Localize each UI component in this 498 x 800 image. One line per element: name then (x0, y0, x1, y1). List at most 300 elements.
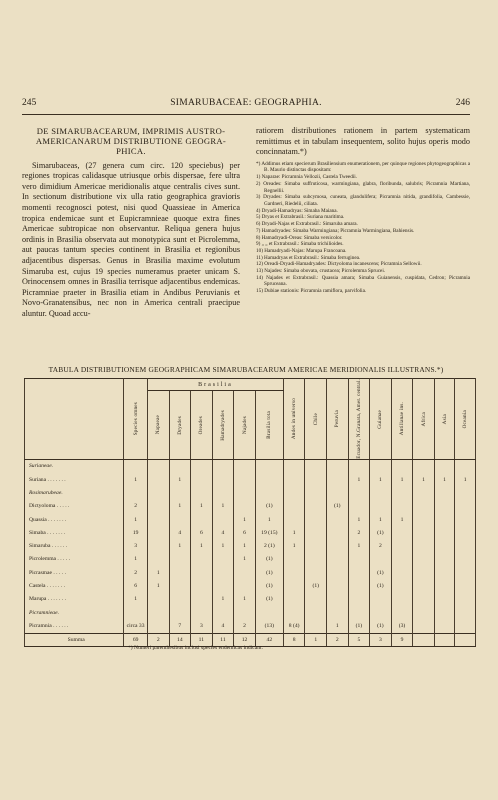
table-cell: 1 (455, 473, 476, 486)
summa-cell: 2 (147, 633, 169, 646)
table-cell (413, 593, 435, 606)
table-cell: 1 (234, 513, 256, 526)
table-cell: 1 (434, 473, 454, 486)
running-title: SIMARUBACEAE: GEOGRAPHIA. (170, 98, 322, 108)
table-cell (234, 566, 256, 579)
col-guianae-header (370, 379, 392, 460)
table-cell: 3 (124, 540, 148, 553)
table-cell (305, 540, 327, 553)
summa-cell: 1 (305, 633, 327, 646)
table-cell: circa 33 (124, 619, 148, 633)
summa-cell: 69 (124, 633, 148, 646)
summa-cell: 42 (255, 633, 283, 646)
summa-cell: 2 (327, 633, 349, 646)
region-item: 8) Hamadryadi-Oreas: Simaba versicolor. (256, 234, 343, 241)
table-cell (455, 513, 476, 526)
table-cell (455, 459, 476, 473)
tribe-name: Rosimarubeae. (25, 486, 124, 499)
table-cell: 1 (391, 513, 413, 526)
header-label: Peruvia (334, 410, 341, 428)
table-cell (327, 473, 349, 486)
table-cell (391, 579, 413, 592)
table-cell (348, 579, 370, 592)
table-row (25, 513, 476, 526)
table-cell: 4 (212, 619, 234, 633)
body-paragraph-continued: ratiorem distributiones rationem in partem systematicam remittimus et in tabulam insequentem, solito hujus operis modo concinnatam.*) (256, 126, 470, 157)
header-label: Chile (312, 412, 319, 425)
table-cell (147, 526, 169, 539)
table-cell (434, 579, 454, 592)
table-cell: 1 (234, 553, 256, 566)
table-cell (327, 486, 349, 499)
table-cell (212, 513, 234, 526)
table-cell (391, 459, 413, 473)
table-row (25, 593, 476, 606)
table-cell (234, 486, 256, 499)
genus-name: Picramnia . . . . . . (25, 619, 124, 633)
table-row (25, 566, 476, 579)
tribe-name: Surianeae. (25, 459, 124, 473)
table-row (25, 553, 476, 566)
table-cell (283, 593, 305, 606)
table-cell (391, 553, 413, 566)
table-cell: 2 (348, 526, 370, 539)
table-cell (147, 540, 169, 553)
table-cell: 1 (147, 566, 169, 579)
table-cell (169, 513, 191, 526)
region-item: 5) Dryas et Extrabrasil.: Suriana maritima. (256, 214, 345, 221)
table-cell (434, 513, 454, 526)
genus-name: Suriana . . . . . . . (25, 473, 124, 486)
header-rule (22, 114, 470, 115)
table-cell: 1 (370, 473, 392, 486)
table-cell (169, 486, 191, 499)
table-cell (234, 500, 256, 513)
table-cell: 2 (370, 540, 392, 553)
table-cell (455, 553, 476, 566)
table-cell: 1 (348, 540, 370, 553)
table-row (25, 579, 476, 592)
header-label: Dryades (176, 415, 183, 435)
region-item: 11) Hamadryas et Extrabrasil.: Simaba ferruginea. (256, 254, 361, 261)
table-row (25, 619, 476, 633)
table-cell (391, 486, 413, 499)
table-cell: 1 (283, 526, 305, 539)
table-cell (255, 606, 283, 619)
table-cell (370, 593, 392, 606)
table-cell (169, 553, 191, 566)
table-cell (283, 553, 305, 566)
table-cell (305, 513, 327, 526)
table-cell (169, 579, 191, 592)
table-cell (434, 526, 454, 539)
table-cell: 1 (169, 500, 191, 513)
table-row (25, 540, 476, 553)
table-body (25, 459, 476, 633)
col-oceania-header (455, 379, 476, 460)
table-cell (255, 473, 283, 486)
header-label: Asia (441, 413, 448, 425)
table-cell (413, 459, 435, 473)
summa-cell: 3 (370, 633, 392, 646)
table-group-row (25, 606, 476, 619)
table-cell (455, 619, 476, 633)
header-label: Species omnes (132, 402, 139, 436)
table-cell (413, 579, 435, 592)
table-cell: 1 (169, 540, 191, 553)
table-cell: 7 (169, 619, 191, 633)
table-cell: (1) (255, 500, 283, 513)
table-cell (147, 473, 169, 486)
table-cell: 1 (212, 500, 234, 513)
table-cell (327, 553, 349, 566)
summa-cell: 12 (234, 633, 256, 646)
table-cell (391, 526, 413, 539)
table-cell: 1 (370, 513, 392, 526)
summa-cell: 11 (191, 633, 213, 646)
table-cell (370, 606, 392, 619)
table-cell (434, 593, 454, 606)
table-cell (413, 526, 435, 539)
table-cell (413, 500, 435, 513)
table-cell (348, 486, 370, 499)
tribe-name: Picramnieae. (25, 606, 124, 619)
table-cell (327, 593, 349, 606)
table-cell (348, 593, 370, 606)
table-cell: (3) (391, 619, 413, 633)
genus-name: Dictyoloma . . . . . (25, 500, 124, 513)
table-cell: (1) (327, 500, 349, 513)
table-cell (348, 500, 370, 513)
table-cell (348, 553, 370, 566)
table-title: TABULA DISTRIBUTIONEM GEOGRAPHICAM SIMARUBACEARUM AMERICAE MERIDIONALIS ILLUSTRANS.*) (48, 365, 444, 374)
table-row (25, 526, 476, 539)
genus-name: Simaba . . . . . . . (25, 526, 124, 539)
table-cell: 3 (191, 619, 213, 633)
col-species-header (124, 379, 148, 460)
col-oreades-header (191, 391, 213, 460)
table-cell: 1 (191, 540, 213, 553)
region-item: 4) Dryadi-Hamadryas: Simaba Maiana. (256, 207, 338, 214)
table-cell (147, 606, 169, 619)
table-cell: 1 (234, 593, 256, 606)
region-item: 1) Naparae: Picramnia Vellozii, Castela Tweedii. (256, 174, 357, 181)
table-cell (455, 526, 476, 539)
table-cell: 1 (348, 473, 370, 486)
summa-cell (413, 633, 435, 646)
table-cell: (1) (255, 593, 283, 606)
table-cell (305, 606, 327, 619)
table-group-row (25, 459, 476, 473)
table-cell (212, 553, 234, 566)
footnote-regions (256, 161, 470, 295)
table-cell (283, 513, 305, 526)
table-cell (413, 553, 435, 566)
header-label: Oceania (462, 409, 469, 429)
table-cell: 4 (169, 526, 191, 539)
table-cell (191, 593, 213, 606)
region-list (256, 174, 470, 295)
table-cell: 1 (255, 513, 283, 526)
table-cell: (1) (348, 619, 370, 633)
region-item: 14) Najades et Extrabrasil.: Quassia amara; Simaba Guianensis, cuspidata, Cedron; Picramnia Spruceana. (256, 274, 470, 288)
table-cell (147, 459, 169, 473)
table-cell: 6 (234, 526, 256, 539)
table-cell: (1) (305, 579, 327, 592)
distribution-table (24, 378, 476, 647)
table-cell: 4 (212, 526, 234, 539)
table-cell (169, 593, 191, 606)
col-brasilia-tota-header (255, 391, 283, 460)
brasilia-group-header: Brasilia (147, 379, 283, 391)
col-napaeae-header (147, 391, 169, 460)
table-cell (305, 566, 327, 579)
table-cell (391, 593, 413, 606)
table-cell (391, 606, 413, 619)
table-cell (191, 553, 213, 566)
table-cell (234, 459, 256, 473)
table-cell: 2 (234, 619, 256, 633)
table-cell: 1 (191, 500, 213, 513)
table-cell: 6 (191, 526, 213, 539)
table-cell (147, 553, 169, 566)
table-cell (434, 619, 454, 633)
table-cell: 1 (212, 540, 234, 553)
table-cell (434, 486, 454, 499)
table-cell (147, 500, 169, 513)
header-label: Hamadryades (219, 409, 226, 441)
page-number-right: 246 (455, 98, 470, 108)
right-column (256, 126, 470, 295)
table-cell: 1 (124, 593, 148, 606)
table-cell (124, 459, 148, 473)
col-asia-header (434, 379, 454, 460)
col-ecuador-header (348, 379, 370, 460)
table-cell (348, 459, 370, 473)
table-cell (413, 540, 435, 553)
table-cell: 1 (169, 473, 191, 486)
table-cell (455, 540, 476, 553)
genus-name: Marupa . . . . . . . (25, 593, 124, 606)
table-cell (348, 566, 370, 579)
body-paragraph: Simarubaceas, (27 genera cum circ. 120 speciebus) per regiones tropicas calidasque utriusque orbis dispersae, fere ultra vero dimidium Americae meridionalis atque centralis cives sunt. In sectionum distributione vix ulla ratio geographica gravioris momenti recognosci potest, nisi quod Quassieae in America tropica endemicae sunt et Eupicramnieae quoque extra fines Americae subtropicae non observantur. Reliqua genera hujus ordinis in Brasilia observata aut monotypica sunt et Picrolemma, aut paucas tantum species continent in Brasilia et regionibus adjacentibus dispersas. Genus in Brasilia maxime evolutum Simaruba est, cujus 19 species numeramus praeter unicam S. Orinocensem omnes in Brasilia terrisque adjacentibus endemicas. Picramniae praeter in Brasilia etiam in Andibus Peruvianis et Novo-Granatensibus, nec non in America centrali praecipue aluntur. Quoad accu- (22, 160, 240, 318)
header-label: Najades (241, 415, 248, 435)
region-item: 7) Hamadryades: Simaba Warmingiana; Picramnia Warmingiana, Bahiensis. (256, 227, 415, 234)
summa-cell: 14 (169, 633, 191, 646)
table-cell: 2 (124, 500, 148, 513)
table-cell: 8 (4) (283, 619, 305, 633)
table-cell (147, 593, 169, 606)
table-cell (255, 486, 283, 499)
genus-name: Picrasmae . . . . . (25, 566, 124, 579)
region-item: 10) Hamadryadi-Najas: Marupa Francoana. (256, 247, 347, 254)
table-cell (283, 473, 305, 486)
genus-name: Quassia . . . . . . . (25, 513, 124, 526)
heading-line: AMERICANARUM DISTRIBUTIONE GEOGRA- (35, 136, 227, 147)
table-cell: 1 (348, 513, 370, 526)
table-cell (391, 500, 413, 513)
table-footnote: *) Numeri parenthesibus inclusi species endemicas indicant. (128, 645, 263, 651)
table-cell (327, 526, 349, 539)
header-label: Antillanae ins. (398, 402, 405, 436)
running-header (22, 98, 470, 110)
table-cell (234, 579, 256, 592)
page-number-left: 245 (22, 98, 37, 108)
table-cell: 1 (283, 540, 305, 553)
table-cell (191, 459, 213, 473)
table-cell (191, 566, 213, 579)
table-cell (191, 473, 213, 486)
table-cell (169, 459, 191, 473)
header-label: Ecuador, N.Granata, Amer. central. (355, 379, 362, 459)
header-label: Guianae (377, 409, 384, 429)
table-cell: (1) (370, 566, 392, 579)
table-cell (305, 486, 327, 499)
table-cell (212, 486, 234, 499)
footnote-intro: *) Addimus etiam specierum Brasiliensium enumerationem, per quinque regiones phytogeographicas a B. Maurio distinctas dispositam: (256, 160, 470, 174)
table-cell (305, 459, 327, 473)
table-cell (391, 566, 413, 579)
table-cell (370, 553, 392, 566)
region-item: 2) Oreades: Simaba suffruticosa, warmingiana, glabra, floribunda, salubris; Picramnia Martiana, Regnellii. (256, 180, 470, 194)
table-cell (370, 500, 392, 513)
table-cell: 2 (124, 566, 148, 579)
table-cell (283, 500, 305, 513)
table-cell (413, 606, 435, 619)
table-cell (212, 606, 234, 619)
table-cell: 1 (212, 593, 234, 606)
table-cell (191, 486, 213, 499)
heading-line: PHICA. (116, 146, 146, 157)
table-cell (305, 473, 327, 486)
table-cell (413, 619, 435, 633)
table-cell: 2 (1) (255, 540, 283, 553)
table-cell: 1 (124, 473, 148, 486)
table-cell (191, 606, 213, 619)
genus-column-header (25, 379, 124, 460)
table-cell (147, 619, 169, 633)
table-cell (124, 486, 148, 499)
summa-cell (434, 633, 454, 646)
table-cell (305, 619, 327, 633)
region-item: 12) Oreadi-Dryadi-Hamadryades: Dictyoloma incanescens; Picramnia Sellowii. (256, 261, 422, 268)
table-cell: (1) (255, 579, 283, 592)
table-cell: 1 (124, 513, 148, 526)
summa-cell: 5 (348, 633, 370, 646)
table-cell: 19 (15) (255, 526, 283, 539)
table-group-row (25, 486, 476, 499)
col-dryades-header (169, 391, 191, 460)
table-cell (327, 459, 349, 473)
table-cell (305, 526, 327, 539)
table-cell (434, 566, 454, 579)
table-cell (283, 459, 305, 473)
table-cell (169, 566, 191, 579)
table-cell (327, 513, 349, 526)
table-cell (348, 606, 370, 619)
table-cell (370, 459, 392, 473)
table-cell: 19 (124, 526, 148, 539)
table-cell (147, 513, 169, 526)
table-cell: 6 (124, 579, 148, 592)
table-cell: 1 (124, 553, 148, 566)
table-cell (434, 459, 454, 473)
table-cell (327, 579, 349, 592)
table-cell (455, 606, 476, 619)
table-cell (434, 606, 454, 619)
summa-cell: 11 (212, 633, 234, 646)
table-cell: (1) (255, 566, 283, 579)
table-cell (327, 606, 349, 619)
genus-name: Picrolemma . . . . . (25, 553, 124, 566)
header-label: Brasilia tota (266, 411, 273, 439)
table-cell (212, 566, 234, 579)
header-label: Oreades (198, 415, 205, 435)
table-cell (255, 459, 283, 473)
table-cell (283, 566, 305, 579)
table-cell (370, 486, 392, 499)
section-heading (22, 126, 240, 157)
table-cell (234, 606, 256, 619)
table-row (25, 473, 476, 486)
genus-name: Simaruba . . . . . . (25, 540, 124, 553)
summa-cell (455, 633, 476, 646)
heading-line: DE SIMARUBACEARUM, IMPRIMIS AUSTRO- (36, 126, 226, 136)
table-cell: 1 (413, 473, 435, 486)
table-cell (327, 566, 349, 579)
table-cell: 1 (327, 619, 349, 633)
table-cell (191, 513, 213, 526)
table-cell (305, 553, 327, 566)
col-hamadryades-header (212, 391, 234, 460)
table-cell: (1) (370, 619, 392, 633)
col-najades-header (234, 391, 256, 460)
left-column (22, 126, 240, 320)
genus-name: Castela . . . . . . . (25, 579, 124, 592)
table-cell (455, 593, 476, 606)
table-cell: (1) (370, 579, 392, 592)
table-cell (147, 486, 169, 499)
col-antillanae-header (391, 379, 413, 460)
table-cell: (13) (255, 619, 283, 633)
region-item: 9) „ „ et Extrabrasil.: Simaba trichilioides. (256, 241, 344, 248)
col-peruvia-header (327, 379, 349, 460)
table-cell (413, 513, 435, 526)
col-chile-header (305, 379, 327, 460)
table-cell (305, 593, 327, 606)
table-cell (234, 473, 256, 486)
table-cell (283, 579, 305, 592)
table-cell (455, 566, 476, 579)
table-cell (434, 540, 454, 553)
table-cell (283, 486, 305, 499)
table-cell (212, 579, 234, 592)
table-cell: (1) (255, 553, 283, 566)
table-cell (434, 553, 454, 566)
table-cell: 1 (147, 579, 169, 592)
table-cell (169, 606, 191, 619)
table-cell (455, 579, 476, 592)
table-cell: 1 (234, 540, 256, 553)
region-item: 3) Dryades: Simaba subcymosa, cuneata, glandulifera; Picramnia nitida, grandifolia, Cambessie, Gardneri, Riedelii, ciliata. (256, 194, 470, 207)
col-africa-header (413, 379, 435, 460)
table-cell (413, 486, 435, 499)
region-item: 15) Dubiae stationis: Picramnia ramiflora, parvifolia. (256, 288, 367, 295)
table-cell: 1 (391, 473, 413, 486)
table-row (25, 500, 476, 513)
table-cell (305, 500, 327, 513)
summa-label: Summa (25, 633, 124, 646)
